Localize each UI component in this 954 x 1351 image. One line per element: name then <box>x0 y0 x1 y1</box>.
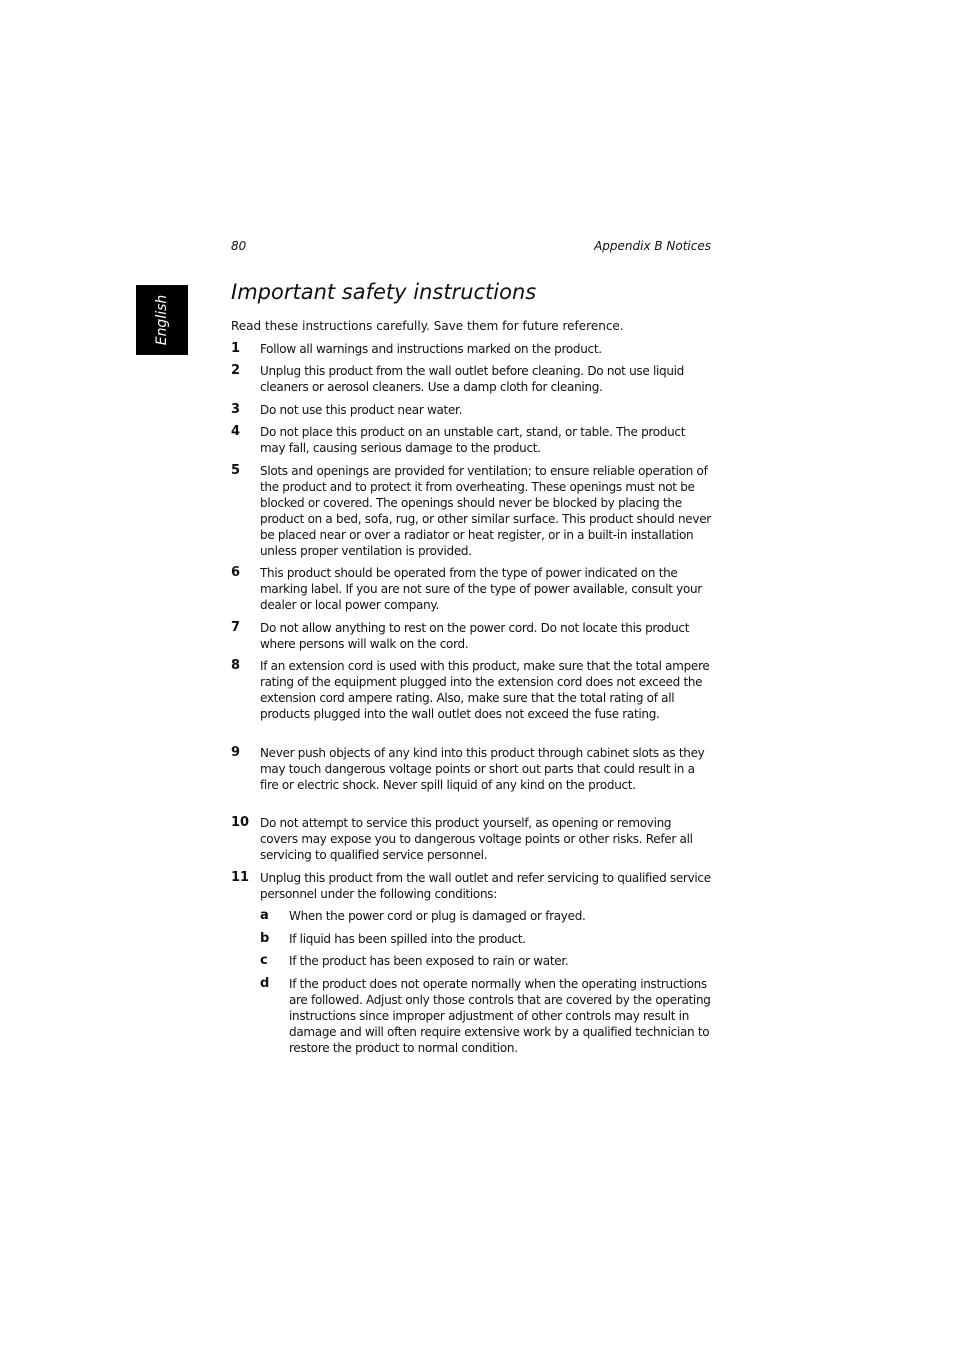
intro-text: Read these instructions carefully. Save them for future reference. <box>231 319 624 333</box>
item-number: 9 <box>231 745 241 760</box>
item-number: 10 <box>231 815 250 830</box>
item-text: If an extension cord is used with this product, make sure that the total ampere rating of the equipment plugged into the extension cord does not exceed the extension cord ampere rating. Also, make sure that the total rating of all products plugged into the wall outlet does not exceed the fuse rating. <box>260 659 710 721</box>
sub-item-text: If the product does not operate normally when the operating instructions are followed. Adjust only those controls that are covered by the operating instructions since improper adjustment of other controls may result in damage and will often require extensive work by a qualified technician to restore the product to normal condition. <box>289 977 711 1055</box>
sub-item-text: If the product has been exposed to rain or water. <box>289 954 569 968</box>
sub-item-a <box>260 908 711 924</box>
item-number: 1 <box>231 341 241 356</box>
list-item-1 <box>231 341 711 357</box>
item-number: 11 <box>231 870 250 885</box>
item-text: Do not attempt to service this product yourself, as opening or removing covers may expose you to dangerous voltage points or other risks. Refer all servicing to qualified service personnel. <box>260 816 693 862</box>
item-number: 3 <box>231 402 241 417</box>
sub-item-b <box>260 931 711 947</box>
item-text: Unplug this product from the wall outlet and refer servicing to qualified service personnel under the following conditions: <box>260 871 711 901</box>
sub-item-letter: b <box>260 931 270 946</box>
item-text: Slots and openings are provided for ventilation; to ensure reliable operation of the product and to protect it from overheating. These openings must not be blocked or covered. The openings should never be blocked by placing the product on a bed, sofa, rug, or other similar surface. This product should never be placed near or over a radiator or heat register, or in a built-in installation unless proper ventilation is provided. <box>260 464 711 558</box>
sub-item-c <box>260 953 711 969</box>
item-text: This product should be operated from the type of power indicated on the marking label. If you are not sure of the type of power available, consult your dealer or local power company. <box>260 566 702 612</box>
running-header <box>231 238 711 254</box>
page-title: Important safety instructions <box>231 280 537 304</box>
section-name: Appendix B Notices <box>594 239 711 253</box>
item-text: Do not use this product near water. <box>260 403 463 417</box>
sub-item-letter: d <box>260 976 270 991</box>
list-item-2 <box>231 363 711 395</box>
list-item-9 <box>231 745 711 793</box>
list-item-5 <box>231 463 711 559</box>
language-side-tab <box>136 285 188 355</box>
sub-item-letter: a <box>260 908 269 923</box>
page-number: 80 <box>231 239 247 253</box>
item-text: Do not allow anything to rest on the power cord. Do not locate this product where persons will walk on the cord. <box>260 621 690 651</box>
item-text: Unplug this product from the wall outlet before cleaning. Do not use liquid cleaners or aerosol cleaners. Use a damp cloth for cleaning. <box>260 364 684 394</box>
item-number: 4 <box>231 424 241 439</box>
list-item-10 <box>231 815 711 863</box>
list-item-4 <box>231 424 711 456</box>
sub-item-text: When the power cord or plug is damaged or frayed. <box>289 909 586 923</box>
item-number: 6 <box>231 565 241 580</box>
item-number: 2 <box>231 363 241 378</box>
sub-item-letter: c <box>260 953 268 968</box>
item-number: 7 <box>231 620 241 635</box>
list-item-8 <box>231 658 711 722</box>
list-item-6 <box>231 565 711 613</box>
list-item-3 <box>231 402 711 418</box>
sub-item-text: If liquid has been spilled into the product. <box>289 932 526 946</box>
list-item-11 <box>231 870 711 902</box>
item-text: Do not place this product on an unstable cart, stand, or table. The product may fall, causing serious damage to the product. <box>260 425 686 455</box>
language-label: English <box>154 294 170 346</box>
item-number: 8 <box>231 658 241 673</box>
item-text: Never push objects of any kind into this product through cabinet slots as they may touch dangerous voltage points or short out parts that could result in a fire or electric shock. Never spill liquid of any kind on the product. <box>260 746 705 792</box>
item-text: Follow all warnings and instructions marked on the product. <box>260 342 602 356</box>
sub-item-d <box>260 976 711 1056</box>
list-item-7 <box>231 620 711 652</box>
item-number: 5 <box>231 463 241 478</box>
